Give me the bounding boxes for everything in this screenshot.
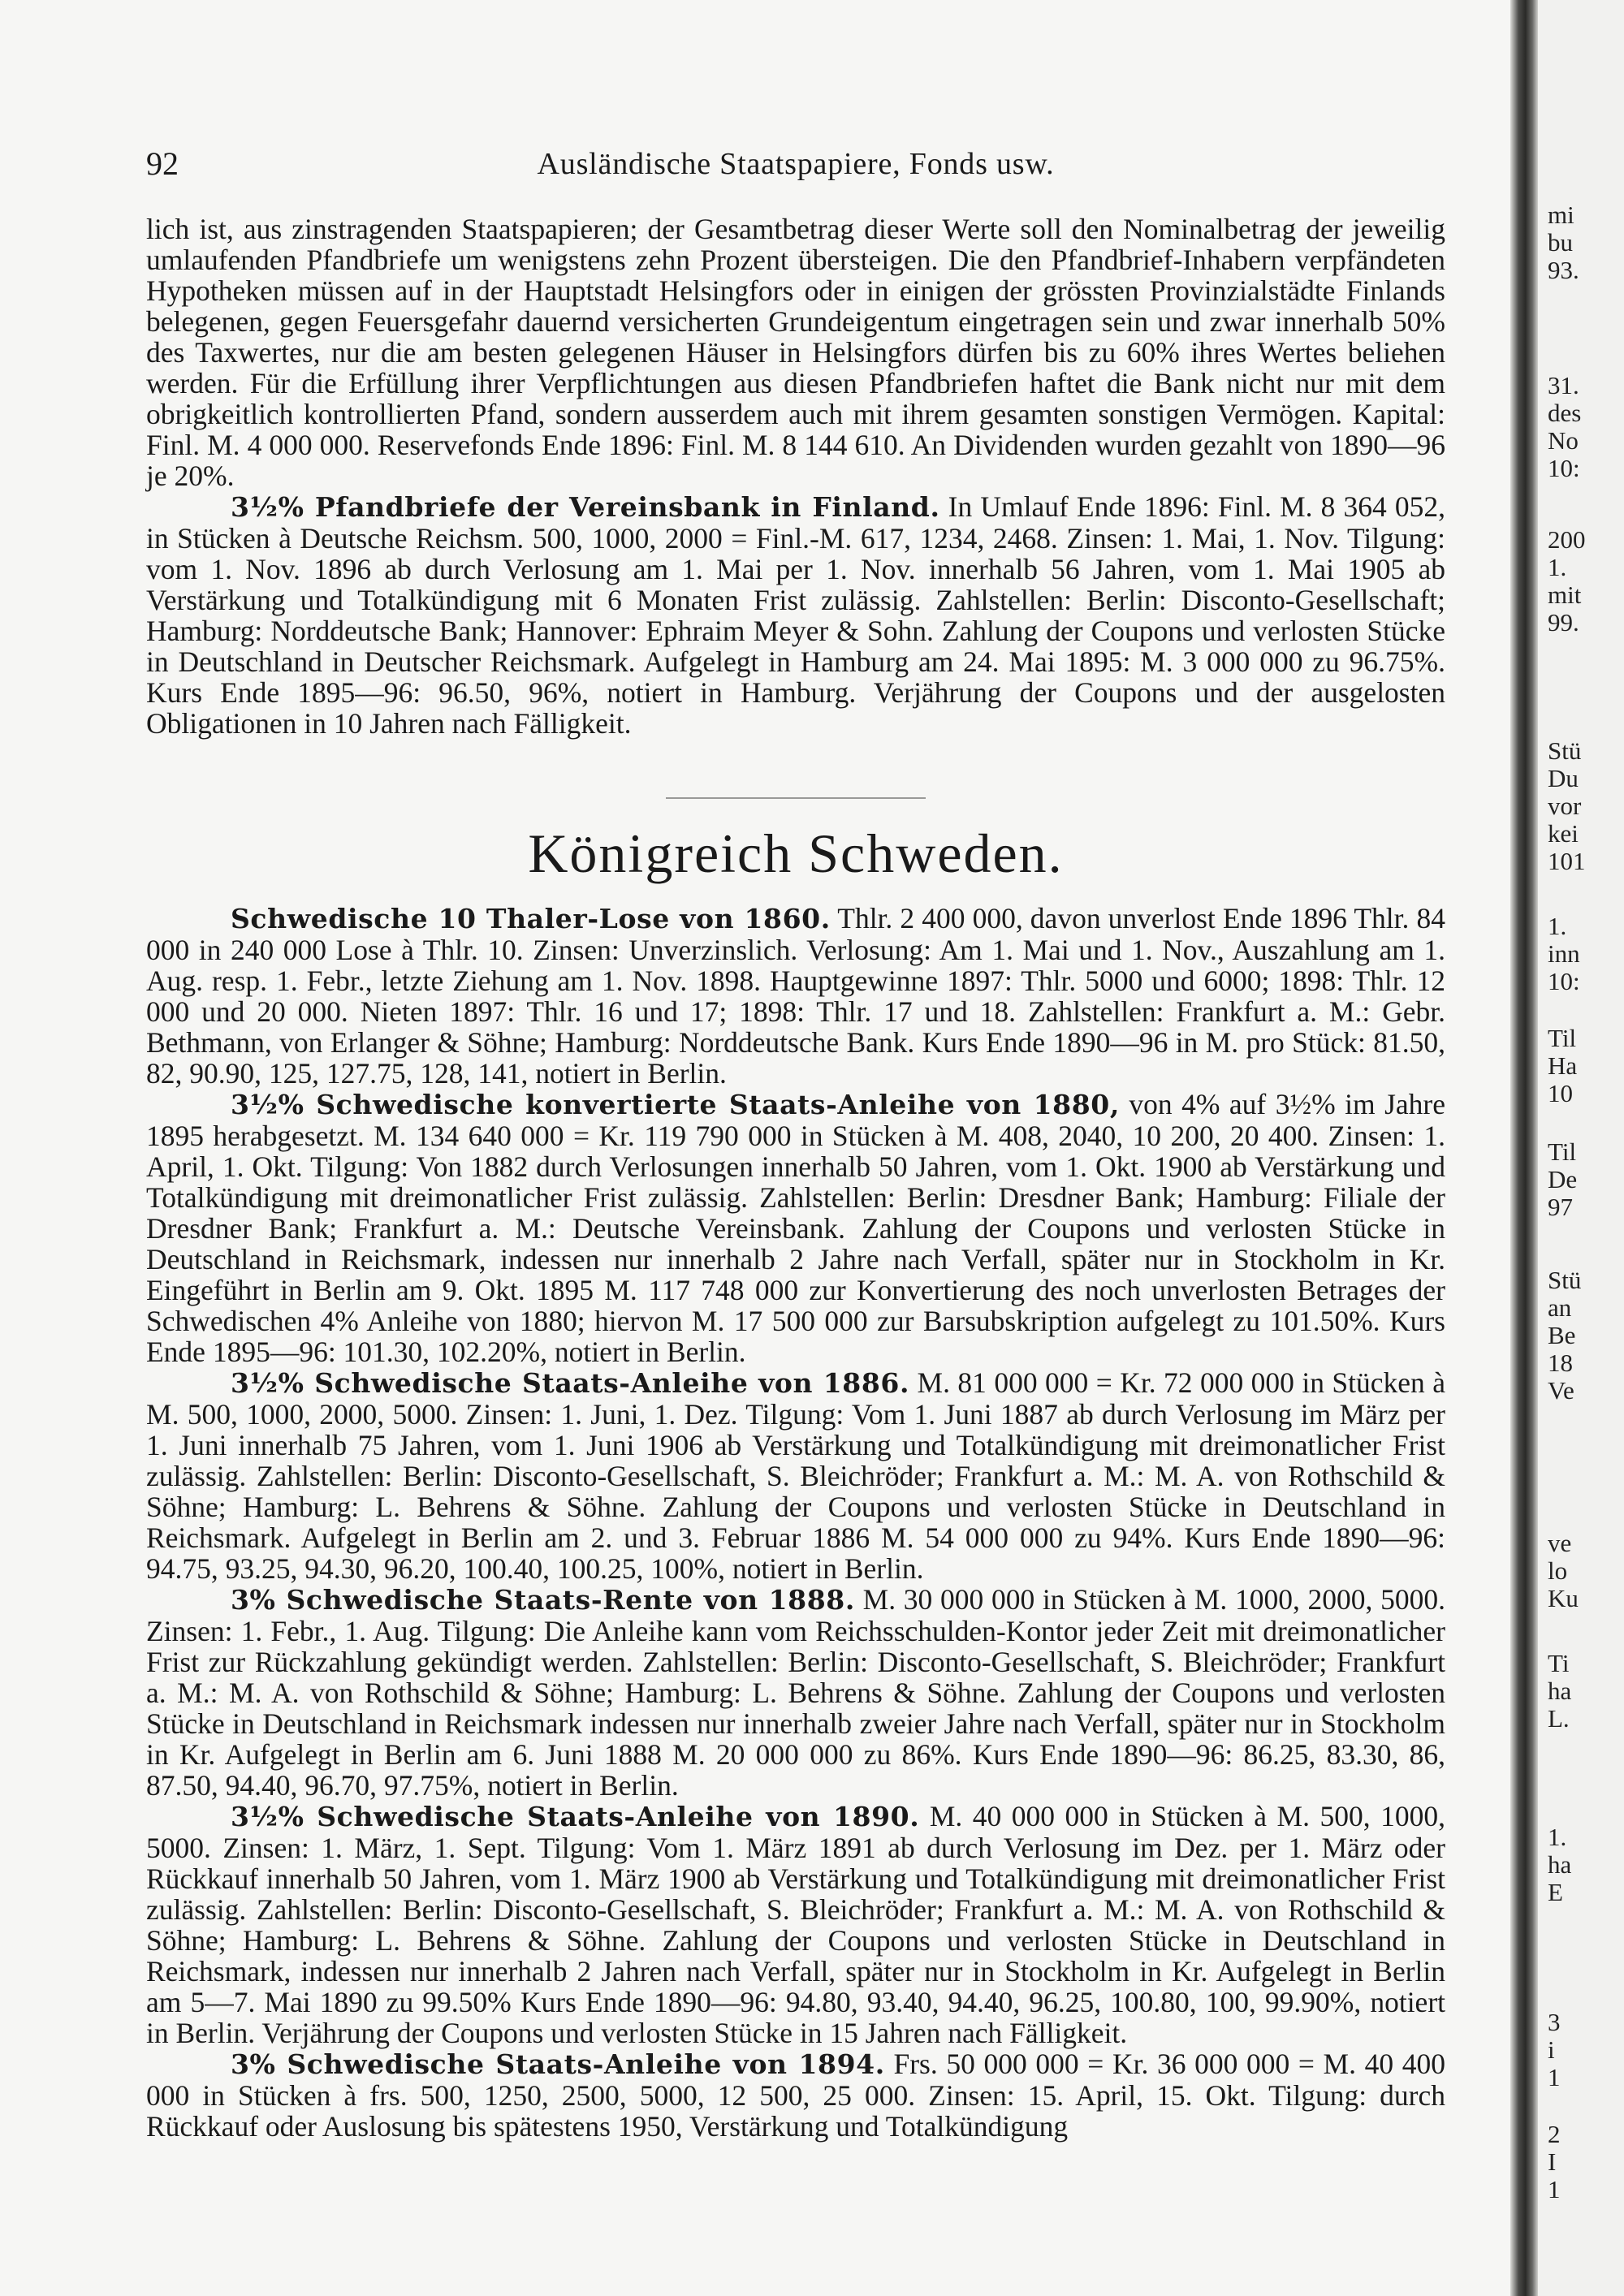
section-title: Königreich Schweden.: [528, 822, 1064, 884]
page-number: 92: [146, 145, 179, 182]
right-page-fragment: Be: [1548, 1321, 1576, 1349]
entry-body: von 4% auf 3½% im Jahre 1895 herabgesetzt. M. 134 640 000 = Kr. 119 790 000 in Stücken à M. 408, 2040, 10 200, 20 400. Zinsen: 1. April, 1. Okt. Tilgung: Von 1882 durch Verlosungen innerhalb 50 Jahren, vom 1. Okt. 1900 ab Verstärkung und Totalkündigung mit dreimonatlicher Frist zulässig. Zahlstellen: Berlin: Dresdner Bank; Hamburg: Filiale der Dresdner Bank; Frankfurt a. M.: Deutsche Vereinsbank. Zahlung der Coupons und verlosten Stücke in Deutschland in Reichsmark, indessen nur innerhalb 2 Jahre nach Verfall, später nur in Stockholm in Kr. Eingeführt in Berlin am 9. Okt. 1895 M. 117 748 000 zur Konvertierung des noch unverlosten Betrages der Schwedischen 4% Anleihe von 1880; hiervon M. 17 500 000 zur Barsubskription aufgelegt zu 101.50%. Kurs Ende 1895—96: 101.30, 102.20%, notiert in Berlin.: [146, 1088, 1445, 1368]
entry-heading: 3% Schwedische Staats-Anleihe von 1894.: [231, 2048, 885, 2080]
right-page-fragment: 18: [1548, 1349, 1573, 1377]
right-page-fragment: lo: [1548, 1556, 1568, 1585]
right-page-fragment: 1.: [1548, 1823, 1567, 1851]
right-page-fragment: mit: [1548, 580, 1582, 609]
right-page-fragment: Stü: [1548, 736, 1582, 765]
right-page-fragment: Til: [1548, 1137, 1577, 1166]
right-page-fragment: Stü: [1548, 1266, 1582, 1294]
right-page-fragment: Ti: [1548, 1649, 1570, 1677]
right-page-fragment: 3: [1548, 2008, 1561, 2036]
entry-paragraph: [146, 903, 1445, 1089]
right-page-fragment: 93.: [1548, 256, 1579, 284]
entry-heading: 3½% Schwedische Staats-Anleihe von 1886.: [231, 1367, 910, 1399]
right-page-fragment: 2: [1548, 2120, 1561, 2148]
entry-paragraph: [146, 1367, 1445, 1584]
right-page-fragment: E: [1548, 1878, 1563, 1906]
entry-heading: 3½% Schwedische konvertierte Staats-Anleihe von 1880,: [231, 1089, 1120, 1120]
right-page-fragment: Ku: [1548, 1584, 1579, 1612]
right-page-fragment: 10:: [1548, 454, 1580, 482]
entry-paragraph: [146, 1801, 1445, 2048]
right-page-fragment: 1.: [1548, 912, 1573, 940]
right-page-fragment: I: [1548, 2147, 1557, 2176]
right-page-fragment: 1: [1548, 2175, 1561, 2203]
running-title: Ausländische Staatspapiere, Fonds usw.: [537, 147, 1055, 181]
section-divider: [666, 797, 926, 799]
right-page-fragment: 97: [1548, 1193, 1573, 1221]
sweden-entries: [146, 903, 1445, 2142]
right-page-fragment: 1.: [1548, 553, 1573, 581]
entry-heading: 3% Schwedische Staats-Rente von 1888.: [231, 1584, 855, 1616]
entry-body: Frs. 50 000 000 = Kr. 36 000 000 = M. 40 400 000 in Stücken à frs. 500, 1250, 2500, 5000, 12 500, 25 000. Zinsen: 15. April, 15. Okt. Tilgung: durch Rückkauf oder Auslosung bis spätestens 1950, Verstärkung und Totalkündigung: [146, 2048, 1445, 2143]
right-page-fragment: 10: [1548, 1079, 1573, 1107]
entry-body: Thlr. 2 400 000, davon unverlost Ende 1896 Thlr. 84 000 in 240 000 Lose à Thlr. 10. Zinsen: Unverzinslich. Verlosung: Am 1. Mai und 1. Nov., Auszahlung am 1. Aug. resp. 1. Febr., letzte Ziehung am 1. Nov. 1898. Hauptgewinne 1897: Thlr. 5000 und 6000; 1898: Thlr. 12 000 und 20 000. Nieten 1897: Thlr. 16 und 17; 1898: Thlr. 17 und 18. Zahlstellen: Frankfurt a. M.: Gebr. Bethmann, von Erlanger & Söhne; Hamburg: Norddeutsche Bank. Kurs Ende 1890—96 in M. pro Stück: 81.50, 82, 90.90, 125, 127.75, 128, 141, notiert in Berlin.: [146, 902, 1446, 1090]
entry-heading: 3½% Schwedische Staats-Anleihe von 1890.: [231, 1801, 920, 1832]
right-page-fragment: Du: [1548, 764, 1579, 792]
right-page-fragment: ve: [1548, 1529, 1572, 1557]
right-page-fragment: Ve: [1548, 1376, 1574, 1405]
right-page-fragment: i: [1548, 2035, 1555, 2064]
right-page-fragment: De: [1548, 1165, 1578, 1193]
right-page-fragment: 10:: [1548, 967, 1580, 995]
right-page-fragment: an: [1548, 1293, 1572, 1322]
entry-body: In Umlauf Ende 1896: Finl. M. 8 364 052, in Stücken à Deutsche Reichsm. 500, 1000, 2000 = Finl.-M. 617, 1234, 2468. Zinsen: 1. Mai, 1. Nov. Tilgung: vom 1. Nov. 1896 ab durch Verlosung am 1. Mai per 1. Nov. innerhalb 56 Jahren, vom 1. Mai 1905 ab Verstärkung und Totalkündigung mit 6 Monaten Frist zulässig. Zahlstellen: Berlin: Disconto-Gesellschaft; Hamburg: Norddeutsche Bank; Hannover: Ephraim Meyer & Sohn. Zahlung der Coupons und verlosten Stücke in Deutschland in Deutscher Reichsmark. Aufgelegt in Hamburg am 24. Mai 1895: M. 3 000 000 zu 96.75%. Kurs Ende 1895—96: 96.50, 96%, notiert in Hamburg. Verjährung der Coupons und der ausgelosten Obligationen in 10 Jahren nach Fälligkeit.: [146, 490, 1445, 740]
entry-heading: Schwedische 10 Thaler-Lose von 1860.: [231, 903, 831, 934]
right-page-fragment: 31.: [1548, 371, 1579, 399]
right-page-fragment: No: [1548, 426, 1579, 455]
right-page-fragment: inn: [1548, 939, 1580, 968]
right-page-fragment: vor: [1548, 792, 1582, 820]
entry-paragraph: [146, 1584, 1445, 1801]
entry-paragraph: [146, 2048, 1445, 2142]
right-page-fragment: 200: [1548, 525, 1586, 554]
entry-body: M. 81 000 000 = Kr. 72 000 000 in Stücken à M. 500, 1000, 2000, 5000. Zinsen: 1. Juni, 1. Dez. Tilgung: Vom 1. Juni 1887 ab durch Verlosung im März per 1. Juni innerhalb 75 Jahren, vom 1. Juni 1906 ab Verstärkung und Totalkündigung mit dreimonatlicher Frist zulässig. Zahlstellen: Berlin: Disconto-Gesellschaft, S. Bleichröder; Frankfurt a. M.: M. A. von Rothschild & Söhne; Hamburg: L. Behrens & Söhne. Zahlung der Coupons und verlosten Stücke in Deutschland in Reichsmark. Aufgelegt in Berlin am 2. und 3. Februar 1886 M. 54 000 000 zu 94%. Kurs Ende 1890—96: 94.75, 93.25, 94.30, 96.20, 100.40, 100.25, 100%, notiert in Berlin.: [146, 1366, 1446, 1585]
right-page-fragment: kei: [1548, 819, 1579, 848]
right-page-fragment: L.: [1548, 1704, 1570, 1733]
running-header: [146, 145, 1445, 187]
right-page-fragment: 99.: [1548, 608, 1579, 637]
right-page-fragment: bu: [1548, 228, 1573, 257]
right-page-fragment: 101: [1548, 847, 1586, 875]
entry-body: M. 30 000 000 in Stücken à M. 1000, 2000, 5000. Zinsen: 1. Febr., 1. Aug. Tilgung: Die Anleihe kann vom Reichsschulden-Kontor jeder Zeit mit dreimonatlicher Frist zur Rückzahlung gekündigt werden. Zahlstellen: Berlin: Disconto-Gesellschaft, S. Bleichröder; Frankfurt a. M.: M. A. von Rothschild & Söhne; Hamburg: L. Behrens & Söhne. Zahlung der Coupons und verlosten Stücke in Deutschland in Reichsmark indessen nur innerhalb zweier Jahre nach Verfall, später nur in Stockholm in Kr. Aufgelegt in Berlin am 6. Juni 1888 M. 20 000 000 zu 86%. Kurs Ende 1890—96: 86.25, 83.30, 86, 87.50, 94.40, 96.70, 97.75%, notiert in Berlin.: [146, 1583, 1445, 1802]
right-page-fragment: ha: [1548, 1850, 1572, 1879]
right-page-fragment: des: [1548, 399, 1582, 427]
entry-paragraph: [146, 1089, 1445, 1367]
entry-body: M. 40 000 000 in Stücken à M. 500, 1000, 5000. Zinsen: 1. März, 1. Sept. Tilgung: Vom 1. März 1891 ab durch Verlosung im Dez. per 1. März oder Rückkauf innerhalb 50 Jahren, vom 1. März 1900 ab Verstärkung und Totalkündigung mit dreimonatlicher Frist zulässig. Zahlstellen: Berlin: Disconto-Gesellschaft, S. Bleichröder; Frankfurt a. M.: M. A. von Rothschild & Söhne; Hamburg: L. Behrens & Söhne. Zahlung der Coupons und verlosten Stücke in Deutschland in Reichsmark, indessen nur innerhalb 2 Jahren nach Verfall, später nur in Stockholm in Kr. Aufgelegt in Berlin am 5—7. Mai 1890 zu 99.50% Kurs Ende 1890—96: 94.80, 93.40, 94.40, 96.25, 100.80, 100, 99.90%, notiert in Berlin. Verjährung der Coupons und verlosten Stücke in 15 Jahren nach Fälligkeit.: [146, 1800, 1445, 2049]
book-gutter: [1510, 0, 1538, 2296]
entry-heading: 3½% Pfandbriefe der Vereinsbank in Finland.: [231, 491, 940, 523]
right-page-fragment: Til: [1548, 1024, 1577, 1052]
right-page-fragment: ha: [1548, 1677, 1572, 1705]
paragraph-continuation: lich ist, aus zinstragenden Staatspapieren; der Gesamtbetrag dieser Werte soll den Nominalbetrag der jeweilig umlaufenden Pfandbriefe um wenigstens zehn Prozent übersteigen. Die den Pfandbrief-Inhabern verpfändeten Hypotheken müssen auf in der Hauptstadt Helsingfors oder in einigen der grössten Provinzialstädte Finlands belegenen, gegen Feuersgefahr dauernd versicherten Grundeigentum eingetragen sein und zwar innerhalb 50% des Taxwertes, nur die am besten gelegenen Häuser in Helsingfors dürfen bis zu 60% ihres Wertes beliehen werden. Für die Erfüllung ihrer Verpflichtungen aus diesen Pfandbriefen haftet die Bank nicht nur mit dem obrigkeitlich kontrollierten Pfand, sondern ausserdem auch mit ihrem gesamten sonstigen Vermögen. Kapital: Finl. M. 4 000 000. Reservefonds Ende 1896: Finl. M. 8 144 610. An Dividenden wurden gezahlt von 1890—96 je 20%.: [146, 213, 1445, 492]
right-page-fragment: 1: [1548, 2063, 1561, 2091]
right-page-fragment: Ha: [1548, 1051, 1578, 1080]
paragraph-vereinsbank-pfandbriefe: [146, 491, 1445, 739]
top-text-block: [146, 214, 1445, 739]
right-page-fragment: mi: [1548, 201, 1574, 229]
